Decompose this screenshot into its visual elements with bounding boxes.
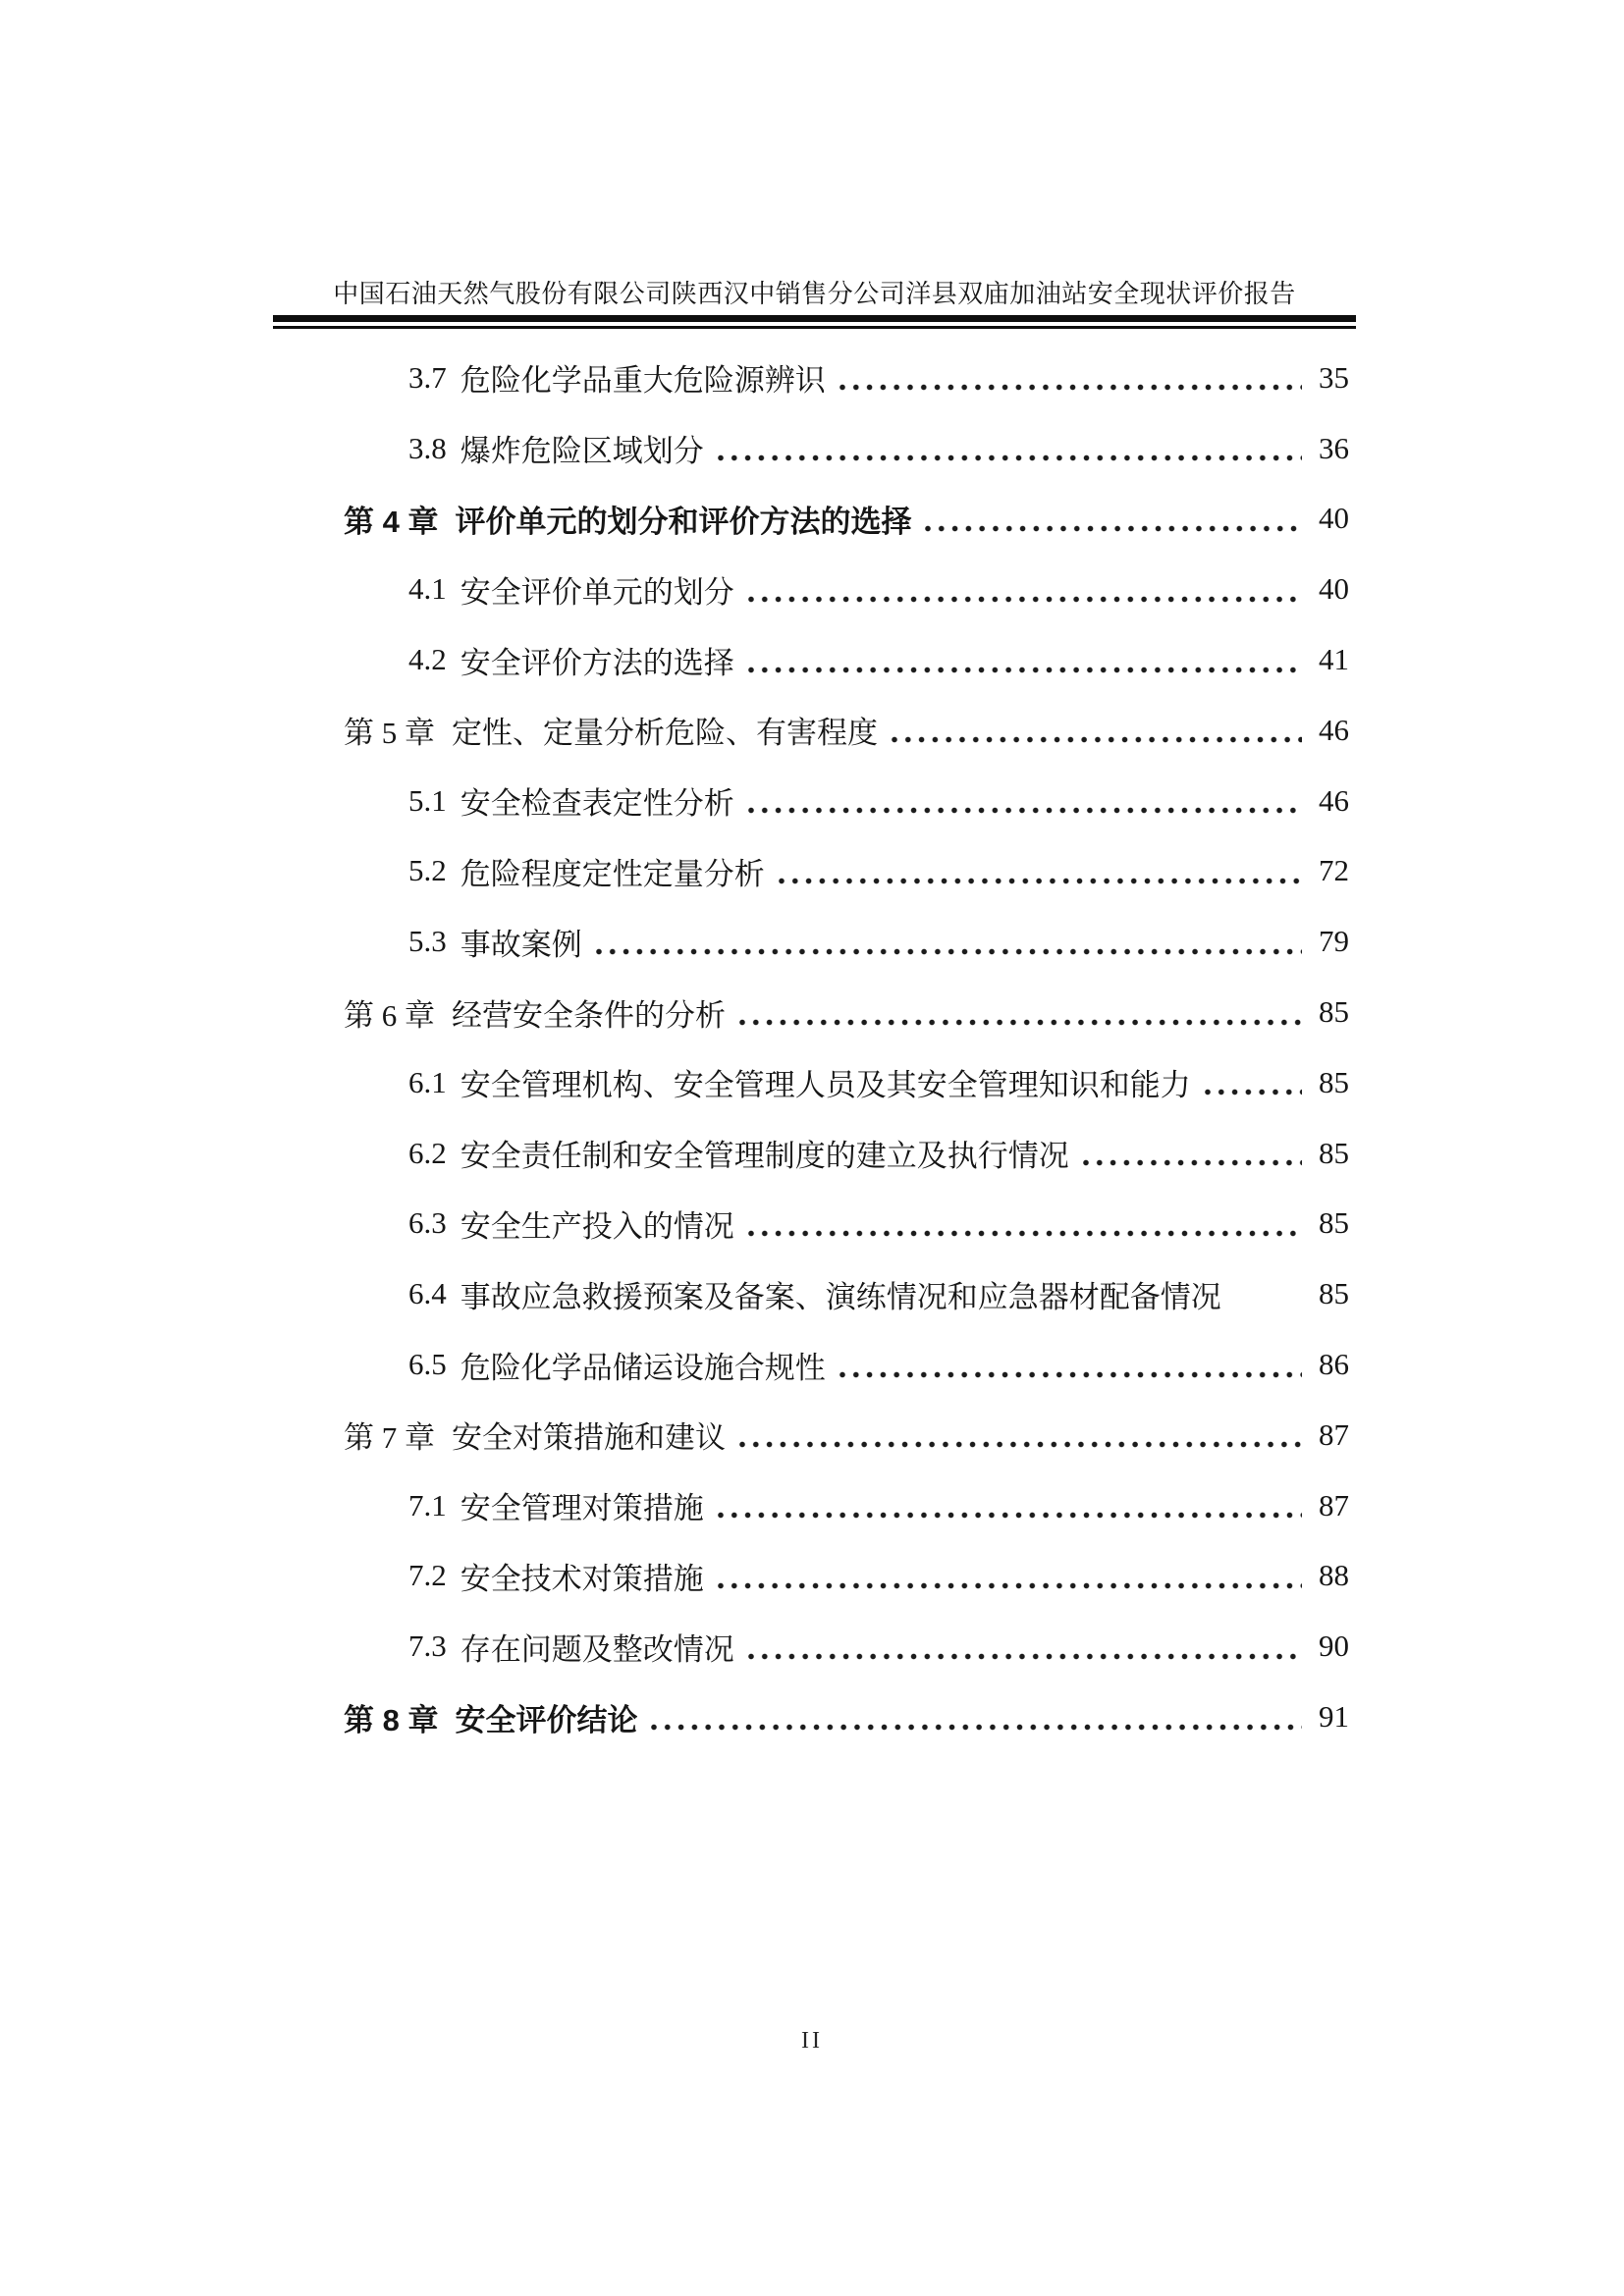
toc-dot-leader (748, 806, 1302, 815)
toc-entry-number: 6.4 (408, 1276, 447, 1311)
toc-entry (344, 695, 1349, 766)
toc-entry-page: 36 (1319, 430, 1349, 465)
toc-entry (344, 413, 1349, 484)
toc-entry-page: 85 (1319, 1276, 1349, 1311)
toc-dot-leader (839, 1370, 1302, 1379)
toc-entry (344, 906, 1349, 977)
toc-entry-page: 86 (1319, 1347, 1349, 1382)
toc-entry-page: 85 (1319, 994, 1349, 1030)
toc-entry-number: 6.3 (408, 1205, 447, 1241)
toc-entry-page: 88 (1319, 1558, 1349, 1593)
toc-entry-number: 4.1 (408, 571, 447, 607)
toc-entry-page: 40 (1319, 571, 1349, 607)
toc-entry-title: 事故案例 (460, 927, 582, 962)
toc-dot-leader (925, 524, 1302, 533)
header-double-rule (273, 315, 1356, 329)
toc-entry (344, 624, 1349, 695)
toc-entry-page: 46 (1319, 782, 1349, 818)
toc-entry-title: 安全管理对策措施 (460, 1491, 704, 1526)
toc-entry (344, 554, 1349, 624)
toc-entry-page: 40 (1319, 501, 1349, 536)
toc-entry-number: 3.8 (408, 430, 447, 465)
toc-entry (344, 1047, 1349, 1118)
toc-entry-page: 87 (1319, 1487, 1349, 1522)
toc-entry-number: 3.7 (408, 359, 447, 395)
toc-entry-number: 5.1 (408, 782, 447, 818)
footer-page-number: II (801, 2028, 823, 2054)
toc-entry-page: 90 (1319, 1629, 1349, 1664)
toc-dot-leader (748, 666, 1302, 674)
toc-entry (344, 1329, 1349, 1400)
toc-entry (344, 836, 1349, 907)
toc-entry-page: 87 (1319, 1416, 1349, 1452)
toc-dot-leader (892, 735, 1302, 744)
toc-entry-page: 41 (1319, 642, 1349, 677)
toc-dot-leader (596, 947, 1302, 956)
toc-entry-number: 6.5 (408, 1347, 447, 1382)
toc-entry (344, 343, 1349, 413)
toc-entry-page: 91 (1319, 1699, 1349, 1735)
header-rule-thin-line (273, 326, 1356, 329)
toc-entry-number: 5.2 (408, 853, 447, 888)
toc-entry-page: 79 (1319, 924, 1349, 959)
toc-entry (344, 1541, 1349, 1612)
toc-entry-number: 第 7 章 (344, 1420, 435, 1456)
toc-entry (344, 1189, 1349, 1259)
toc-entry-page: 85 (1319, 1205, 1349, 1241)
toc-entry-page: 35 (1319, 359, 1349, 395)
toc-entry-number: 6.1 (408, 1064, 447, 1099)
toc-entry-title: 经营安全条件的分析 (452, 997, 726, 1033)
page-footer (0, 2028, 1624, 2055)
toc-entry (344, 1400, 1349, 1470)
toc-entry-page: 46 (1319, 712, 1349, 747)
toc-entry (344, 1682, 1349, 1752)
toc-entry-title: 安全评价单元的划分 (460, 574, 734, 610)
toc-entry-title: 爆炸危险区域划分 (460, 434, 704, 469)
toc-entry-title: 危险化学品储运设施合规性 (460, 1350, 826, 1385)
toc-entry-page: 85 (1319, 1135, 1349, 1170)
page-header-title: 中国石油天然气股份有限公司陕西汉中销售分公司洋县双庙加油站安全现状评价报告 (333, 280, 1296, 308)
toc-entry-number: 7.2 (408, 1558, 447, 1593)
toc-dot-leader (651, 1723, 1302, 1732)
toc-entry-title: 安全评价方法的选择 (460, 645, 734, 680)
toc-entry-number: 4.2 (408, 642, 447, 677)
toc-dot-leader (779, 877, 1302, 885)
toc-entry-number: 6.2 (408, 1135, 447, 1170)
toc-entry-number: 第 8 章 (344, 1702, 439, 1737)
toc-entry-number: 7.1 (408, 1487, 447, 1522)
toc-dot-leader (1083, 1158, 1302, 1167)
toc-entry (344, 977, 1349, 1047)
toc-dot-leader (839, 383, 1302, 392)
toc-dot-leader (718, 1511, 1302, 1520)
toc-dot-leader (748, 1229, 1302, 1238)
toc-entry (344, 1470, 1349, 1541)
toc-dot-leader (748, 1652, 1302, 1661)
toc-entry-number: 第 5 章 (344, 716, 435, 751)
toc-entry-number: 第 6 章 (344, 997, 435, 1033)
toc-entry-title: 安全管理机构、安全管理人员及其安全管理知识和能力 (460, 1068, 1191, 1103)
toc-entry-page: 72 (1319, 853, 1349, 888)
toc-entry-title: 安全检查表定性分析 (460, 786, 734, 822)
toc-entry-number: 第 4 章 (344, 504, 439, 539)
toc-entry-title: 安全评价结论 (455, 1702, 638, 1737)
toc-dot-leader (739, 1440, 1302, 1449)
toc-dot-leader (718, 454, 1302, 462)
toc-entry (344, 484, 1349, 555)
toc-entry-title: 存在问题及整改情况 (460, 1631, 734, 1667)
toc-entry-title: 危险化学品重大危险源辨识 (460, 363, 826, 399)
toc-entry-title: 危险程度定性定量分析 (460, 856, 765, 891)
toc-entry (344, 1611, 1349, 1682)
toc-dot-leader (1235, 1300, 1302, 1308)
toc-entry-title: 定性、定量分析危险、有害程度 (452, 716, 878, 751)
header-rule-thick-line (273, 315, 1356, 322)
toc-entry (344, 1258, 1349, 1329)
toc-list (344, 343, 1349, 1752)
toc-entry (344, 1118, 1349, 1189)
toc-entry (344, 766, 1349, 836)
toc-entry-title: 事故应急救援预案及备案、演练情况和应急器材配备情况 (460, 1279, 1221, 1314)
toc-entry-title: 安全技术对策措施 (460, 1561, 704, 1596)
toc-dot-leader (718, 1581, 1302, 1590)
toc-entry-title: 安全生产投入的情况 (460, 1208, 734, 1244)
toc-dot-leader (748, 595, 1302, 604)
toc-entry-title: 评价单元的划分和评价方法的选择 (455, 504, 912, 539)
toc-dot-leader (739, 1018, 1302, 1027)
toc-entry-title: 安全责任制和安全管理制度的建立及执行情况 (460, 1139, 1069, 1174)
toc-dot-leader (1205, 1088, 1302, 1096)
toc-entry-title: 安全对策措施和建议 (452, 1420, 726, 1456)
toc-entry-page: 85 (1319, 1064, 1349, 1099)
toc-entry-number: 7.3 (408, 1629, 447, 1664)
toc-entry-number: 5.3 (408, 924, 447, 959)
